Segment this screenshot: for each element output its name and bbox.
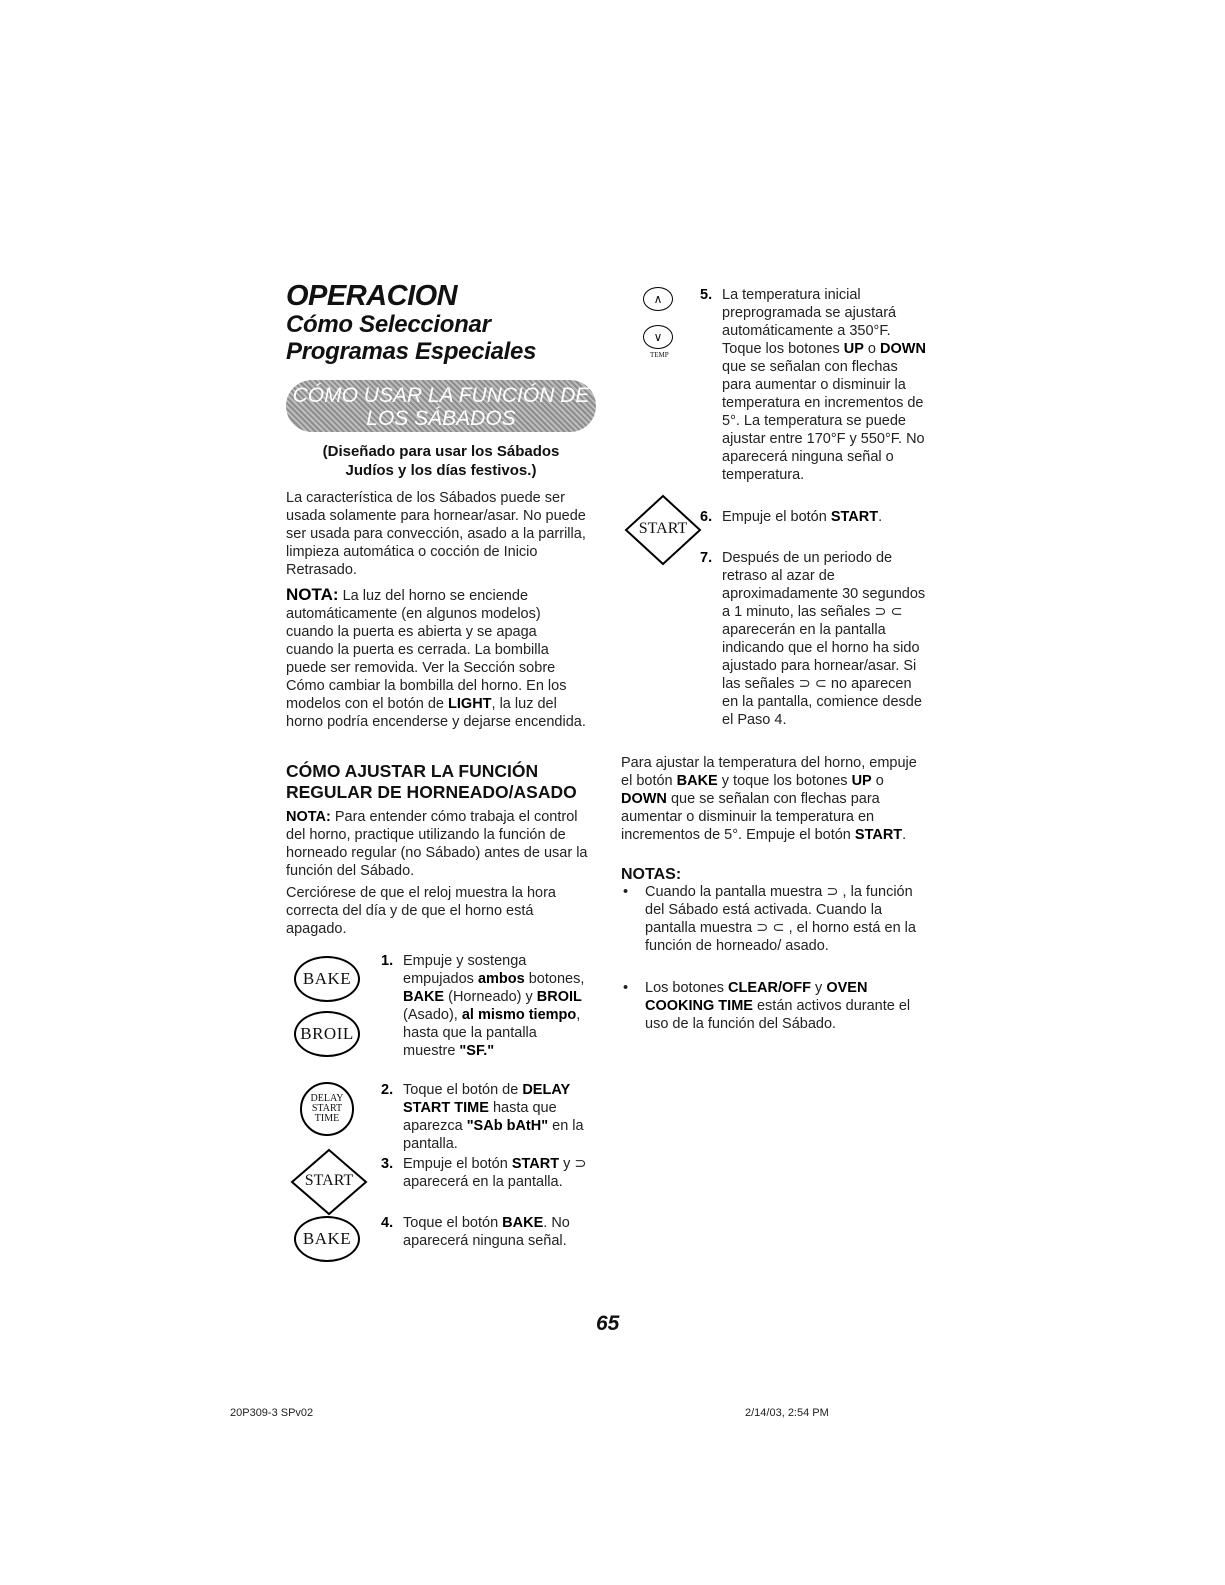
step-1: [381, 952, 593, 1060]
step-4: [381, 1214, 593, 1250]
step-7-text: Después de un periodo de retraso al azar de aproximadamente 30 segundos a 1 minuto, las señales ⊃ ⊂ aparecerán en la pantalla indicando que el horno ha sido ajustado para hornear/asar. Si las señales ⊃ ⊂ no aparecen en la pantalla, comience desde el Paso 4.: [722, 550, 926, 728]
step-2-text-2: hasta que aparezca: [403, 1100, 557, 1134]
step-2-number: 2.: [381, 1082, 394, 1098]
step-3-text-1: Empuje el botón: [403, 1156, 512, 1172]
clock-check-paragraph: Cerciórese de que el reloj muestra la hora correcta del día y de que el horno está apagado.: [286, 885, 556, 937]
step-1-text-2: botones,: [524, 971, 585, 987]
notas-item-1-text: Cuando la pantalla muestra ⊃ , la función del Sábado está activada. Cuando la pantalla muestra ⊃ ⊂ , el horno está en la función de horneado/ asado.: [645, 884, 916, 954]
adjust-bold-1: BAKE: [676, 773, 718, 789]
nota-text-1: La luz del horno se enciende automáticamente (en algunos modelos) cuando la puerta es abierta y se apaga cuando la puerta es cerrada. La bombilla puede ser removida. Ver la Sección sobre Cómo cambiar la bombilla del horno. En los modelos con el botón de: [286, 588, 567, 712]
bake-button-icon: [294, 956, 360, 1002]
page-number: 65: [596, 1312, 620, 1335]
adjust-text-2: y toque los botones: [717, 773, 852, 789]
practice-note: [286, 808, 588, 880]
designed-for-note: [286, 442, 596, 480]
designed-for-line-2: Judíos y los días festivos.): [345, 462, 537, 479]
practice-note-text: Para entender cómo trabaja el control del horno, practique utilizando la función de horneado regular (no Sábado) antes de usar la función del Sábado.: [286, 809, 588, 879]
bake-button-label: BAKE: [302, 969, 352, 988]
adjust-bold-4: START: [854, 827, 903, 843]
broil-button-icon: [294, 1011, 360, 1057]
adjust-text-4: que se señalan con flechas para aumentar o disminuir la temperatura en incrementos de 5°. Empuje el botón: [621, 791, 880, 843]
footer-timestamp: 2/14/03, 2:54 PM: [745, 1407, 829, 1419]
step-6: [700, 508, 922, 526]
subtitle-line-2: Programas Especiales: [286, 338, 537, 365]
regular-bake-heading: [286, 761, 596, 803]
bake-button-label-2: BAKE: [302, 1229, 352, 1248]
start-button-icon-2: [624, 494, 702, 566]
down-arrow-icon: [643, 325, 673, 349]
adjust-text-5: .: [902, 827, 907, 843]
banner-line-1: CÓMO USAR LA FUNCIÓN DE: [292, 384, 590, 407]
notas-item-1: [623, 883, 920, 955]
bullet-1: •: [623, 884, 629, 900]
adjust-text-3: o: [871, 773, 884, 789]
step-4-text-2: . No aparecerá ninguna señal.: [403, 1215, 570, 1249]
notas-item-2-text-2: y: [811, 980, 827, 996]
designed-for-line-1: (Diseñado para usar los Sábados: [322, 443, 560, 460]
step-2-bold-1: DELAY START TIME: [403, 1082, 570, 1116]
step-1-bold-1: ambos: [477, 971, 525, 987]
step-5-number: 5.: [700, 287, 713, 303]
step-2-bold-2: "SAb bAtH": [466, 1118, 549, 1134]
step-5-text-1: La temperatura inicial preprogramada se ajustará automáticamente a 350°F. Toque los botones: [722, 287, 897, 357]
step-1-text-1: Empuje y sostenga empujados: [403, 953, 527, 987]
notas-item-2-bold-1: CLEAR/OFF: [728, 980, 812, 996]
step-1-bold-2: BAKE: [403, 989, 445, 1005]
delay-start-time-button-icon: [300, 1082, 354, 1136]
step-4-number: 4.: [381, 1215, 394, 1231]
subtitle-line-1: Cómo Seleccionar: [286, 311, 491, 338]
step-5-text-3: que se señalan con flechas para aumentar o disminuir la temperatura en incrementos de 5°. La temperatura se puede ajustar entre 170°F y 550°F. No aparecerá ninguna señal o temperatura.: [722, 359, 925, 483]
step-3: [381, 1155, 593, 1191]
notas-heading: NOTAS:: [621, 866, 682, 883]
step-1-bold-3: BROIL: [536, 989, 582, 1005]
step-5-text-2: o: [863, 341, 881, 357]
adjust-temperature-paragraph: [621, 754, 921, 844]
notas-item-2-text-3: están activos durante el uso de la función del Sábado.: [645, 998, 911, 1032]
adjust-bold-3: DOWN: [621, 791, 667, 807]
sabbath-banner: [286, 380, 596, 432]
step-3-text-2: y ⊃ aparecerá en la pantalla.: [403, 1156, 587, 1190]
step-1-text-4: (Asado),: [403, 1007, 462, 1023]
step-3-bold-1: START: [511, 1156, 560, 1172]
bake-button-icon-2: [294, 1216, 360, 1262]
heading-line-1: CÓMO AJUSTAR LA FUNCIÓN: [286, 761, 539, 781]
start-button-icon: [290, 1148, 368, 1216]
section-title: OPERACION: [286, 280, 458, 312]
adjust-bold-2: UP: [851, 773, 872, 789]
step-6-text-1: Empuje el botón: [722, 509, 831, 525]
nota-light-bold: LIGHT: [448, 696, 492, 712]
notas-item-2-text-1: Los botones: [645, 980, 729, 996]
bullet-2: •: [623, 980, 629, 996]
banner-line-2: LOS SÁBADOS: [366, 407, 516, 430]
notas-item-2-bold-2: OVEN COOKING TIME: [645, 980, 868, 1014]
heading-line-2: REGULAR DE HORNEADO/ASADO: [286, 782, 577, 802]
start-button-label: START: [304, 1172, 354, 1189]
nota-text-2: , la luz del horno podría encenderse y dejarse encendida.: [286, 696, 586, 730]
up-arrow-icon: [643, 287, 673, 311]
step-7: [700, 549, 927, 729]
step-7-number: 7.: [700, 550, 713, 566]
nota-label: NOTA:: [286, 585, 339, 604]
step-4-bold-1: BAKE: [502, 1215, 544, 1231]
temp-label: TEMP: [650, 351, 669, 359]
delay-start-label: START: [311, 1103, 343, 1114]
step-6-bold-1: START: [830, 509, 879, 525]
step-1-text-3: (Horneado) y: [444, 989, 537, 1005]
step-2-text-1: Toque el botón de: [403, 1082, 523, 1098]
practice-note-label: NOTA:: [286, 809, 331, 825]
step-5: [700, 286, 927, 484]
step-4-text-1: Toque el botón: [403, 1215, 503, 1231]
step-1-text-6: .": [483, 1043, 495, 1059]
adjust-text-1: Para ajustar la temperatura del horno, empuje el botón: [621, 755, 917, 789]
delay-label: DELAY: [310, 1093, 344, 1104]
step-1-bold-5: "SF: [459, 1043, 484, 1059]
notas-item-2: [623, 979, 925, 1033]
step-5-bold-1: UP: [843, 341, 864, 357]
step-2: [381, 1081, 598, 1153]
step-6-number: 6.: [700, 509, 713, 525]
delay-time-label: TIME: [314, 1113, 340, 1124]
step-2-text-3: en la pantalla.: [403, 1118, 584, 1152]
step-5-bold-2: DOWN: [880, 341, 926, 357]
footer-code: 20P309-3 SPv02: [230, 1407, 314, 1419]
down-arrow-glyph: ∨: [653, 330, 663, 344]
light-note: [286, 586, 588, 731]
start-button-label-2: START: [638, 520, 688, 537]
broil-button-label: BROIL: [300, 1024, 354, 1043]
step-3-number: 3.: [381, 1156, 394, 1172]
up-arrow-glyph: ∧: [653, 292, 663, 306]
step-1-text-5: , hasta que la pantalla muestre: [403, 1007, 581, 1059]
step-1-bold-4: al mismo tiempo: [461, 1007, 577, 1023]
step-1-number: 1.: [381, 953, 394, 969]
step-6-text-2: .: [878, 509, 883, 525]
intro-paragraph: La característica de los Sábados puede ser usada solamente para hornear/asar. No puede ser usada para convección, asado a la parrilla, limpieza automática o cocción de Inicio Retrasado.: [286, 490, 586, 578]
